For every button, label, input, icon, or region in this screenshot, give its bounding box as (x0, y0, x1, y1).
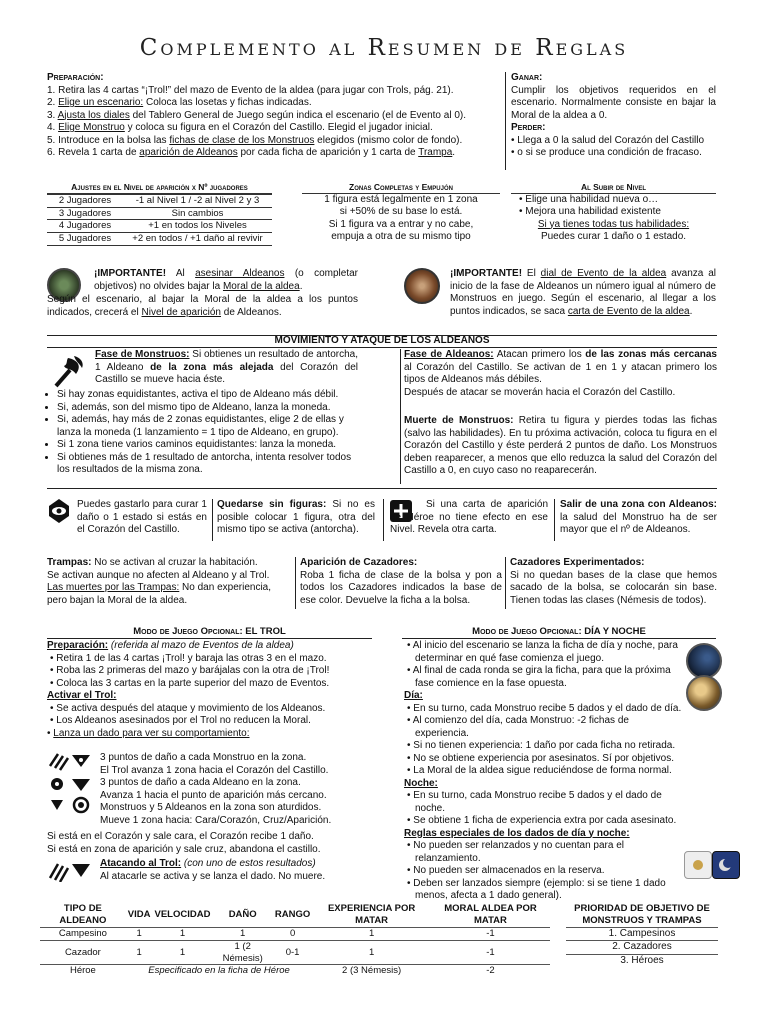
troll-heading: Modo de Juego Opcional: EL TROL (47, 626, 372, 639)
monster-death: Muerte de Monstruos: Retira tu figura y pierdes todas las fichas (salvo las habilidades). En tu próxima activación, coloca tu figura en el Corazón del Castillo y éste perderá 2 puntos de daño. Los Monstruos deben reaparecer, a menos que ello reduzca la salud del Corazón del Castillo a 0, en cuyo caso no reaparecerán. (404, 415, 717, 476)
important-morale-2: Según el escenario, al bajar la Moral de la aldea a los puntos indicados, crecerá el Nivel de aparición de Aldeanos. (47, 294, 358, 318)
list-item: • No pueden ser almacenados en la reserva. (407, 865, 605, 876)
day-die-icon (684, 851, 712, 879)
zones-line: empuja a otra de su mismo tipo (331, 231, 471, 243)
levelup-item: • Elige una habilidad nueva o… (519, 193, 659, 205)
list-item: • Si hay zonas equidistantes, activa el tipo de Aldeano más débil. (57, 389, 358, 402)
divider (47, 347, 717, 348)
attack-troll-icons (48, 860, 94, 882)
event-dial-icon (404, 268, 440, 304)
table-header: EXPERIENCIA POR MATAR (327, 903, 416, 926)
lose-item: • o si se produce una condición de fracaso. (511, 147, 702, 158)
table-row: Cazador 1 1 1 (2 Némesis) 0-1 1 -1 (40, 940, 550, 965)
list-item: • Al comienzo del día, cada Monstruo: -2 fichas de experiencia. (407, 715, 629, 739)
troll-heart-rules: Si está en el Corazón y sale cara, el Corazón recibe 1 daño. Si está en zona de aparición y sale cruz, abandona el castillo. (47, 831, 321, 855)
day-night-token-icon (686, 643, 722, 679)
adjust-table (47, 194, 272, 247)
list-item: • Al inicio del escenario se lanza la ficha de día y noche, para determinar en qué fase comienza el juego. (407, 640, 678, 664)
table-header: VELOCIDAD (154, 908, 211, 920)
table-row: 5 Jugadores +2 en todos / +1 daño al revivir (47, 233, 272, 246)
preparation-item: 1. Retira las 4 cartas “¡Trol!” del mazo de Evento de la aldea (para jugar con Trols, pág. 21). (47, 84, 454, 96)
troll-dice-results: 3 puntos de daño a cada Monstruo en la zona. El Trol avanza 1 zona hacia el Corazón del Castillo. 3 puntos de daño a cada Aldeano en la zona. Avanza 1 hacia el punto de aparición más cercano. Monstruos y 5 Aldeanos en la zona son aturdidos. Mueve 1 zona hacia: Cara/Corazón, Cruz/Aparición. (100, 752, 332, 826)
list-item: • Si, además, son del mismo tipo de Aldeano, lanza la moneda. (57, 402, 358, 415)
list-item: • En su turno, cada Monstruo recibe 5 dados y el dado de día. (407, 702, 682, 714)
list-item: • No se obtiene experiencia por asesinatos. Sí por objetivos. (407, 752, 674, 764)
day-token-icon (686, 675, 722, 711)
hunters-spawn: Aparición de Cazadores: Roba 1 ficha de clase de la bolsa y pon a todos los Cazadores indicados la base de ese color. Devuelve la ficha a la bolsa. (300, 557, 502, 606)
zones-heading: Zonas Completas y Empujón (302, 182, 500, 194)
adjust-heading: Ajustes en el Nivel de aparición x Nº jugadores (47, 182, 272, 194)
levelup-heading: Al Subir de Nivel (511, 182, 716, 194)
traps: Trampas: No se activan al cruzar la habitación. Se activan aunque no afecten al Aldeano y al Trol. Las muertes por las Trampas: No dan experiencia, pero bajan la Moral de la aldea. (47, 557, 272, 606)
win-text: Cumplir los objetivos requeridos en el escenario. Normalmente consiste en bajar la Moral de la aldea a 0. (511, 84, 716, 121)
hero-card-note: Si una carta de aparición de Héroe no tiene efecto en ese Nivel. Revela otra carta. (390, 499, 548, 535)
table-row: 2 Jugadores -1 al Nivel 1 / -2 al Nivel 2 y 3 (47, 194, 272, 207)
table-header: DAÑO (228, 908, 257, 920)
list-item: • Roba las 2 primeras del mazo y barájalas con la otra de ¡Trol! (50, 665, 330, 676)
table-row: 3 Jugadores Sin cambios (47, 207, 272, 220)
list-item: • Si 1 zona tiene varios caminos equidistantes: lanza la moneda. (57, 439, 358, 452)
villager-phase: Fase de Aldeanos: Atacan primero los de las zonas más cercanas al Corazón del Castillo. Se activan de 1 en 1 y atacan primero los tipos de Aldeanos más débiles. Después de atacar se moverán hacia el Corazón del Castillo. (404, 349, 717, 398)
lose-heading: Perder: (511, 122, 546, 133)
preparation-item: 2. Elige un escenario: Coloca las losetas y fichas indicadas. (47, 97, 312, 108)
important-event: ¡IMPORTANTE! El dial de Evento de la aldea avanza al inicio de la fase de Aldeanos un número igual al número de Monstruos en juego. Según el escenario, al llegar a los puntos indicados, se saca carta de Evento de la aldea. (450, 268, 717, 317)
preparation-heading: Preparación: (47, 72, 104, 83)
daynight-section: • Al inicio del escenario se lanza la ficha de día y noche, para determinar en qué fase comienza el juego. • Al final de cada ronda se gira la ficha, para que la próxima fase comience en la fase opuesta. Día: • En su turno, cada Monstruo recibe 5 dados y el dado de día. • Al comienzo del día, cada Monstruo: -2 fichas de experiencia. • Si no tienen experiencia: 1 daño por cada ficha no retirada. • No se obtiene experiencia por asesinatos. Sí por objetivos. • La Moral de la aldea sigue reduciéndose de forma normal. Noche: • En su turno, cada Monstruo recibe 5 dados y el dado de noche. • Se obtiene 1 ficha de experiencia extra por cada asesinato. Reglas especiales de los dados de día y noche: • No pueden ser relanzados y no cuentan para el relanzamiento. • No pueden ser almacenados en la reserva. • Deben ser lanzados siempre (ejemplo: si se tiene 1 dado menos, afecta a 1 dado general). (404, 640, 682, 901)
preparation-section (47, 72, 502, 160)
torch-icon (48, 352, 88, 390)
table-header: RANGO (274, 908, 311, 920)
preparation-item: 4. Elige Monstruo y coloca su figura en el Corazón del Castillo. Elegid el jugador inicial. (47, 122, 433, 133)
list-item: • Retira 1 de las 4 cartas ¡Trol! y baraja las otras 3 en el mazo. (50, 652, 327, 664)
preparation-item: 5. Introduce en la bolsa las fichas de clase de los Monstruos elegidos (mismo color de fondo). (47, 134, 463, 146)
zones-section (302, 182, 500, 244)
priority-section: PRIORIDAD DE OBJETIVO DE MONSTRUOS Y TRAMPAS 1. Campesinos 2. Cazadores 3. Héroes (566, 903, 718, 967)
page-title: Complemento al Resumen de Reglas (139, 35, 629, 61)
list-item: • Si obtienes más de 1 resultado de antorcha, intenta resolver todos los resultados de la misma zona. (57, 452, 358, 477)
eye-icon (48, 498, 70, 524)
important-morale: ¡IMPORTANTE! Al asesinar Aldeanos (o completar objetivos) no olvides bajar la Moral de la aldea. (94, 268, 358, 292)
table-row: Campesino 1 1 1 0 1 -1 (40, 927, 550, 940)
levelup-all: Si ya tienes todas tus habilidades: (537, 218, 690, 230)
leave-zone: Salir de una zona con Aldeanos: la salud del Monstruo ha de ser mayor que el nº de Aldeanos. (560, 499, 717, 535)
levelup-heal: Puedes curar 1 daño o 1 estado. (540, 231, 687, 243)
list-item: • No pueden ser relanzados y no cuentan para el relanzamiento. (407, 840, 624, 864)
list-item: • Coloca las 3 cartas en la parte superior del mazo de Eventos. (50, 677, 330, 689)
divider (295, 557, 296, 609)
levelup-section (511, 182, 716, 244)
table-row: Héroe Especificado en la ficha de Héroe 2 (3 Némesis) -2 (40, 965, 550, 977)
troll-section: Preparación: (referida al mazo de Eventos de la aldea) • Retira 1 de las 4 cartas ¡Trol! y baraja las otras 3 en el mazo. • Roba las 2 primeras del mazo y barájalas con la otra de ¡Trol! • Coloca las 3 cartas en la parte superior del mazo de Eventos. Activar el Trol: • Se activa después del ataque y movimiento de los Aldeanos. • Los Aldeanos asesinados por el Trol no reducen la Moral. • Lanza un dado para ver su comportamiento: (47, 640, 372, 740)
night-die-icon (712, 851, 740, 879)
list-item: • En su turno, cada Monstruo recibe 5 dados y el dado de noche. (407, 790, 662, 814)
villager-stats-table (40, 903, 550, 977)
divider (383, 499, 384, 541)
table-header: TIPO DE ALDEANO (59, 903, 107, 926)
table-header: MORAL ALDEA POR MATAR (444, 903, 537, 926)
adjust-section (47, 182, 272, 246)
divider (505, 557, 506, 609)
list-item: • Si no tienen experiencia: 1 daño por cada ficha no retirada. (407, 740, 676, 751)
divider (47, 488, 717, 489)
list-item: • Deben ser lanzados siempre (ejemplo: si se tiene 1 dado menos, afecta a 1 dado general). (407, 877, 666, 901)
levelup-item: • Mejora una habilidad existente (519, 206, 661, 218)
table-row: 4 Jugadores +1 en todos los Niveles (47, 220, 272, 233)
preparation-list (47, 85, 502, 160)
list-item: • Los Aldeanos asesinados por el Trol no reducen la Moral. (50, 715, 311, 726)
preparation-item: 3. Ajusta los diales del Tablero General de Juego según indica el escenario (el de Evento al 0). (47, 109, 466, 121)
win-section (511, 72, 716, 160)
zones-line: 1 figura está legalmente en 1 zona (324, 193, 478, 205)
list-item: • La Moral de la aldea sigue reduciéndose de forma normal. (407, 765, 672, 776)
move-heading: MOVIMIENTO Y ATAQUE DE LOS ALDEANOS (274, 335, 490, 346)
experienced-hunters: Cazadores Experimentados: Si no quedan bases de la clase que hemos sacado de la bolsa, se colocarán sin base. Tienen todas las clases (Némesis de todos). (510, 557, 717, 606)
list-item: • Al final de cada ronda se gira la ficha, para que la próxima fase comience en la fase opuesta. (407, 665, 671, 689)
troll-dice-icons (48, 752, 94, 822)
divider (400, 349, 401, 484)
divider (212, 499, 213, 541)
preparation-item: 6. Revela 1 carta de aparición de Aldeanos por cada ficha de aparición y 1 carta de Trampa. (47, 147, 456, 158)
list-item: • Se obtiene 1 ficha de experiencia extra por cada asesinato. (407, 815, 677, 826)
lose-item: • Llega a 0 la salud del Corazón del Castillo (511, 134, 705, 146)
monster-phase: Fase de Monstruos: Si obtienes un resultado de antorcha, 1 Aldeano de la zona más alejada del Corazón del Castillo se mueve hacia éste. (95, 349, 358, 385)
table-header: VIDA (127, 908, 151, 920)
zones-line: Si 1 figura va a entrar y no cabe, (328, 218, 474, 230)
attack-troll: Atacando al Trol: (con uno de estos resultados) Al atacarle se activa y se lanza el dado. No muere. (100, 858, 326, 882)
no-figures: Quedarse sin figuras: Si no es posible colocar 1 figura, otra del mismo tipo se activa (antorcha). (217, 499, 375, 535)
monster-phase-bullets (47, 389, 358, 477)
list-item: • Se activa después del ataque y movimiento de los Aldeanos. (50, 702, 326, 714)
daynight-heading: Modo de Juego Opcional: DÍA Y NOCHE (402, 626, 716, 639)
villager-stats-table-wrap (40, 903, 550, 977)
list-item: • Si, además, hay más de 2 zonas equidistantes, elige 2 de ellas y lanza la moneda (1 lanzamiento = 1 tipo de Aldeano, en grupo). (57, 414, 358, 439)
divider (554, 499, 555, 541)
heal-note: Puedes gastarlo para curar 1 daño o 1 estado si estás en el Corazón del Castillo. (77, 499, 207, 535)
zones-line: si +50% de su base lo está. (339, 206, 463, 218)
divider (505, 72, 506, 170)
win-heading: Ganar: (511, 72, 543, 83)
